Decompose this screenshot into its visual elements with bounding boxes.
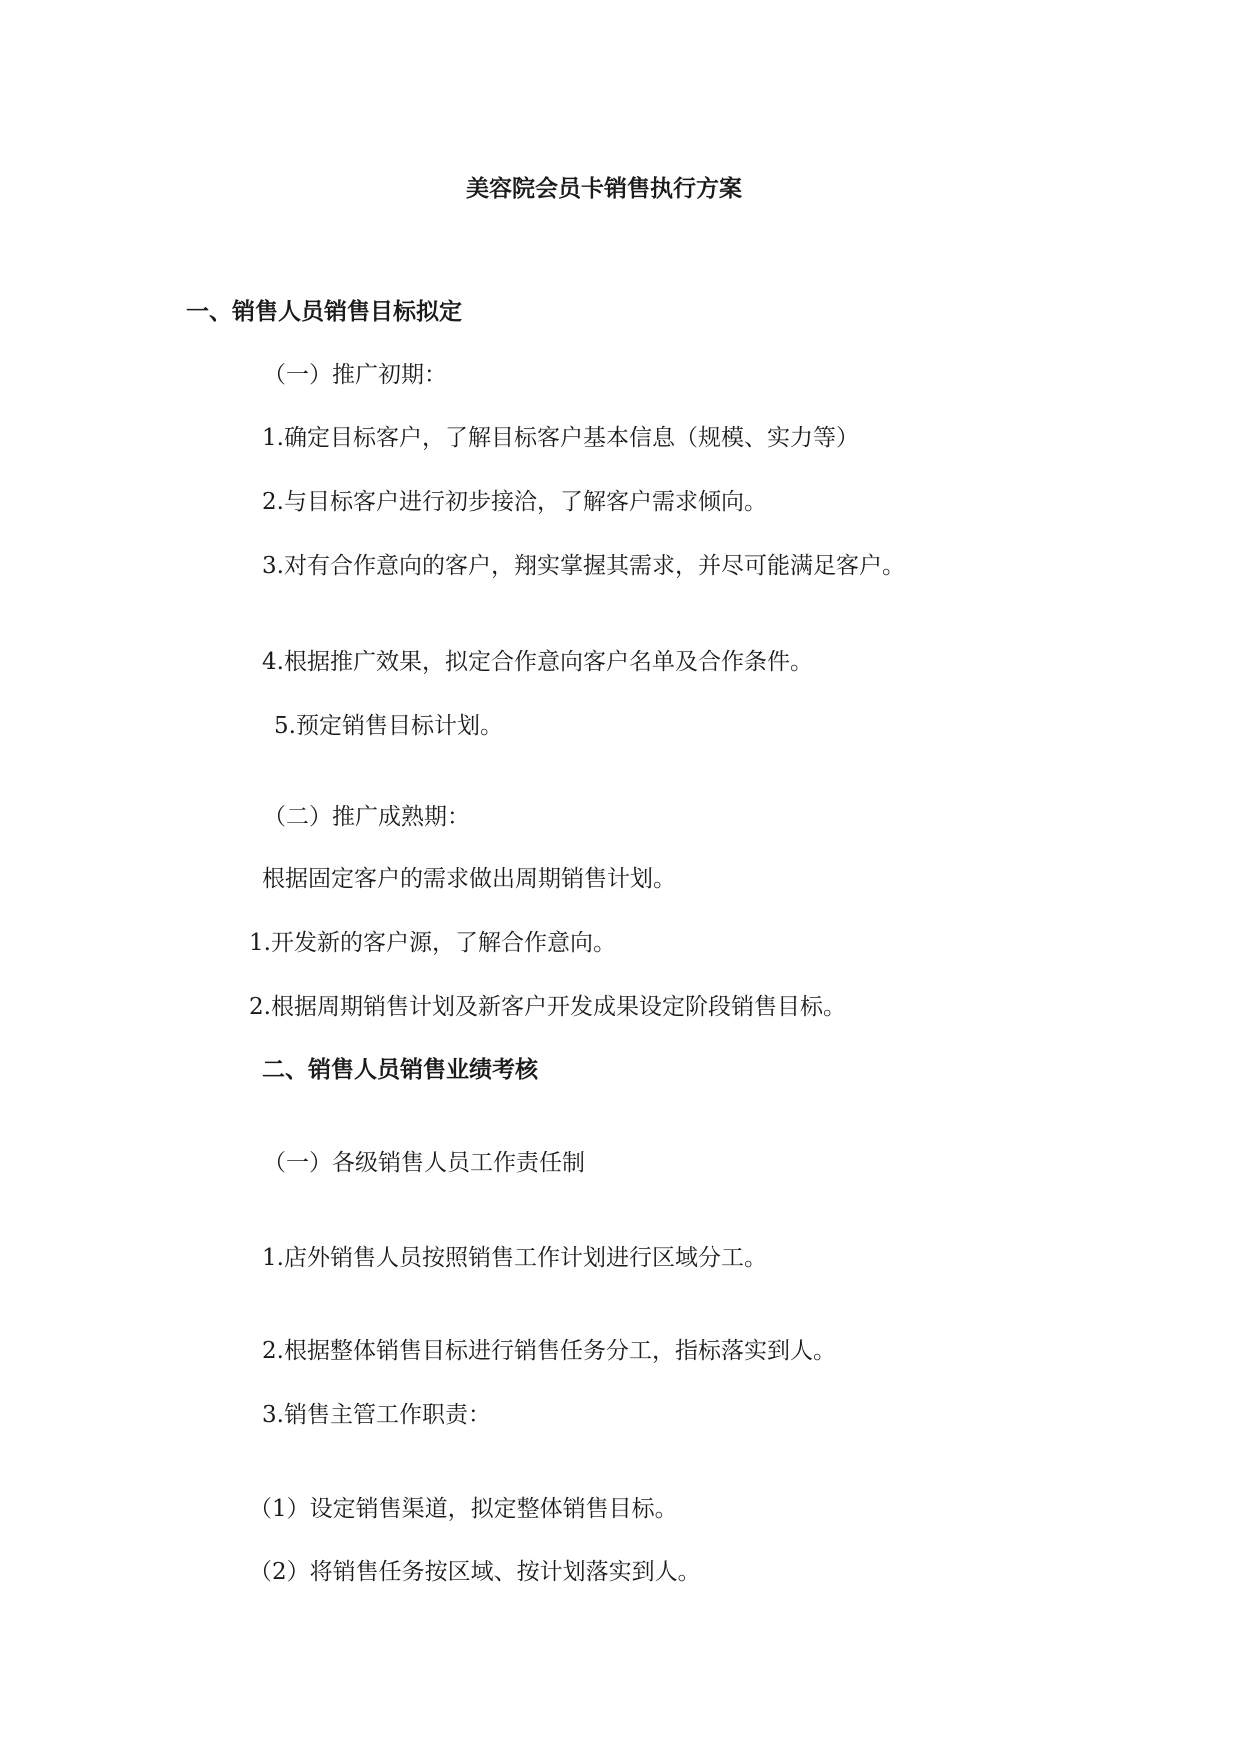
- list-item: 4.根据推广效果，拟定合作意向客户名单及合作条件。: [262, 649, 813, 675]
- document-title: 美容院会员卡销售执行方案: [466, 175, 742, 202]
- list-item: 5.预定销售目标计划。: [274, 713, 503, 739]
- section-1-sub-2-heading: （二）推广成熟期：: [263, 804, 470, 830]
- list-item: 2.根据周期销售计划及新客户开发成果设定阶段销售目标。: [249, 994, 846, 1020]
- list-item: 3.对有合作意向的客户，翔实掌握其需求，并尽可能满足客户。: [262, 553, 905, 579]
- section-1-sub-2-intro: 根据固定客户的需求做出周期销售计划。: [262, 866, 676, 892]
- section-2-heading: 二、销售人员销售业绩考核: [262, 1056, 538, 1083]
- duty-item: （2）将销售任务按区域、按计划落实到人。: [249, 1559, 701, 1585]
- duty-item: （1）设定销售渠道，拟定整体销售目标。: [249, 1496, 678, 1522]
- list-item: 1.开发新的客户源，了解合作意向。: [249, 930, 616, 956]
- list-item: 1.确定目标客户，了解目标客户基本信息（规模、实力等）: [262, 425, 859, 451]
- list-item: 1.店外销售人员按照销售工作计划进行区域分工。: [262, 1245, 767, 1271]
- list-item: 3.销售主管工作职责：: [262, 1402, 491, 1428]
- section-2-sub-1-heading: （一）各级销售人员工作责任制: [263, 1150, 585, 1176]
- section-1-sub-1-heading: （一）推广初期：: [263, 362, 447, 388]
- section-1-heading: 一、销售人员销售目标拟定: [186, 298, 462, 325]
- list-item: 2.与目标客户进行初步接洽，了解客户需求倾向。: [262, 489, 767, 515]
- list-item: 2.根据整体销售目标进行销售任务分工，指标落实到人。: [262, 1338, 836, 1364]
